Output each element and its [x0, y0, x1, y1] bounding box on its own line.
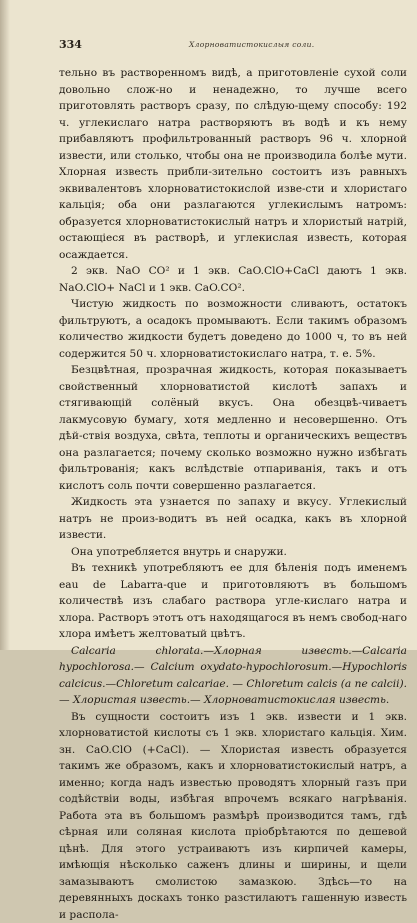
body-text	[59, 65, 407, 923]
paragraph: Она употребляется внутрь и снаружи.	[59, 544, 407, 561]
page-number: 334	[59, 38, 82, 51]
chemical-equation: 2 экв. NaO CO² и 1 экв. CaO.ClO+CaCl даютъ 1 экв. NaO.ClO+ NaCl и 1 экв. CaO.CO².	[59, 263, 407, 296]
paragraph: Въ сущности состоитъ изъ 1 экв. извести и 1 экв. хлорноватистой кислоты съ 1 экв. хлористаго кальція. Хим. зн. CaO.ClO (+CaCl). — Хлористая известь образуется такимъ же образомъ, какъ и хлорноватистокислый натръ, а именно; когда надъ известью проводятъ хлорный газъ при содѣйствіи воды, избѣгая впрочемъ всякаго нагрѣванія. Работа эта въ большомъ размѣрѣ производится тамъ, гдѣ сѣрная или соляная кислота пріобрѣтаются по дешевой цѣнѣ. Для этого устраиваютъ изъ кирпичей камеры, имѣющія нѣсколько саженъ длины и ширины, и щели замазываютъ смолистою замазкою. Здѣсь—то на деревянныхъ доскахъ тонко разстилаютъ гашенную известь и распола-	[59, 709, 407, 923]
paragraph: Безцвѣтная, прозрачная жидкость, которая показываетъ свойственный хлорноватистой кислотѣ запахъ и стягивающій солёный вкусъ. Она обезцвѣ-чиваетъ лакмусовую бумагу, хотя медленно и несовершенно. Отъ дѣй-ствія воздуха, свѣта, теплоты и органическихъ веществъ она разлагается; почему сколько возможно нужно избѣгать фильтрованія; какъ вслѣдствіе отпариванія, такъ и отъ кислотъ соль почти совершенно разлагается.	[59, 362, 407, 494]
page-header	[59, 38, 405, 52]
paragraph: Чистую жидкость по возможности сливаютъ, остатокъ фильтруютъ, а осадокъ промываютъ. Если такимъ образомъ количество жидкости будетъ доведено до 1000 ч, то въ ней содержится 50 ч. хлорноватистокислаго натра, т. е. 5%.	[59, 296, 407, 362]
synonym-heading: Calcaria chlorata.—Хлорная известь.—Calcaria hypochlorosa.— Calcium oxydato-hypochlorosum.—Hypochloris calcicus.—Chloretum calcariae. — Chloretum calcis (a ne calcii). — Хлористая известь.— Хлорноватистокислая известь.	[59, 643, 407, 709]
paragraph: Жидкость эта узнается по запаху и вкусу. Углекислый натръ не произ-водитъ въ ней осадка, какъ въ хлорной извести.	[59, 494, 407, 544]
paragraph: тельно въ растворенномъ видѣ, а приготовленіе сухой соли довольно слож-но и ненадежно, то лучше всего приготовлять растворъ сразу, по слѣдую-щему способу: 192 ч. углекислаго натра растворяютъ въ водѣ и къ нему прибавляютъ профильтрованный растворъ 96 ч. хлорной извести, или столько, чтобы она не производила болѣе мути. Хлорная известь прибли-зительно состоитъ изъ равныхъ эквивалентовъ хлорноватистокислой изве-сти и хлористаго кальція; оба они разлагаются углекислымъ натромъ: образуется хлорноватистокислый натръ и хлористый натрій, остающіеся въ растворѣ, и углекислая известь, которая осаждается.	[59, 65, 407, 263]
running-title: Хлорноватистокислыя соли.	[189, 40, 314, 49]
paragraph: Въ техникѣ употребляютъ ее для бѣленія подъ именемъ eau de Labarra-que и приготовляютъ въ большомъ количествѣ изъ слабаго раствора угле-кислаго натра и хлора. Растворъ этотъ отъ находящагося въ немъ свобод-наго хлора имѣетъ желтоватый цвѣтъ.	[59, 560, 407, 643]
